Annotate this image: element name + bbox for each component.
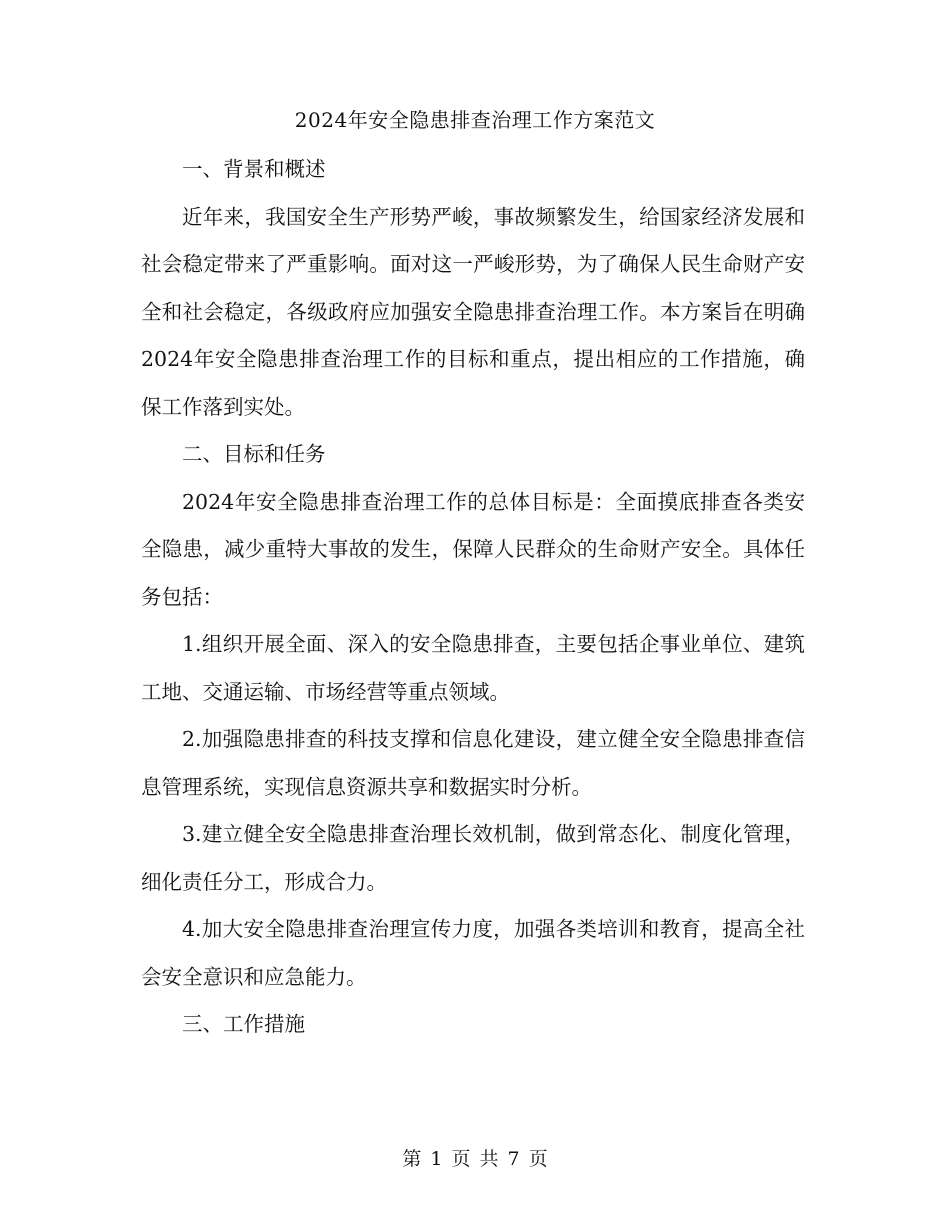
paragraph-background: 近年来，我国安全生产形势严峻，事故频繁发生，给国家经济发展和社会稳定带来了严重影响。面对这一严峻形势，为了确保人民生命财产安全和社会稳定，各级政府应加强安全隐患排查治理工作。本方案旨在明确2024年安全隐患排查治理工作的目标和重点，提出相应的工作措施，确保工作落到实处。 — [141, 204, 805, 419]
section-heading-measures: 三、工作措施 — [182, 1012, 305, 1036]
task-item-1: 1.组织开展全面、深入的安全隐患排查，主要包括企事业单位、建筑工地、交通运输、市场经营等重点领域。 — [141, 632, 805, 704]
document-body — [141, 146, 805, 1049]
task-item-3: 3.建立健全安全隐患排查治理长效机制，做到常态化、制度化管理，细化责任分工，形成合力。 — [141, 822, 805, 894]
task-item-2: 2.加强隐患排查的科技支撑和信息化建设，建立健全安全隐患排查信息管理系统，实现信息资源共享和数据实时分析。 — [141, 727, 805, 799]
section-heading-background: 一、背景和概述 — [182, 157, 326, 181]
document-title: 2024年安全隐患排查治理工作方案范文 — [294, 108, 656, 132]
page-number-footer: 第 1 页 共 7 页 — [402, 1148, 548, 1170]
section-heading-goals: 二、目标和任务 — [182, 442, 326, 466]
task-item-4: 4.加大安全隐患排查治理宣传力度，加强各类培训和教育，提高全社会安全意识和应急能力。 — [141, 917, 805, 989]
paragraph-goals: 2024年安全隐患排查治理工作的总体目标是：全面摸底排查各类安全隐患，减少重特大事故的发生，保障人民群众的生命财产安全。具体任务包括： — [141, 489, 805, 609]
